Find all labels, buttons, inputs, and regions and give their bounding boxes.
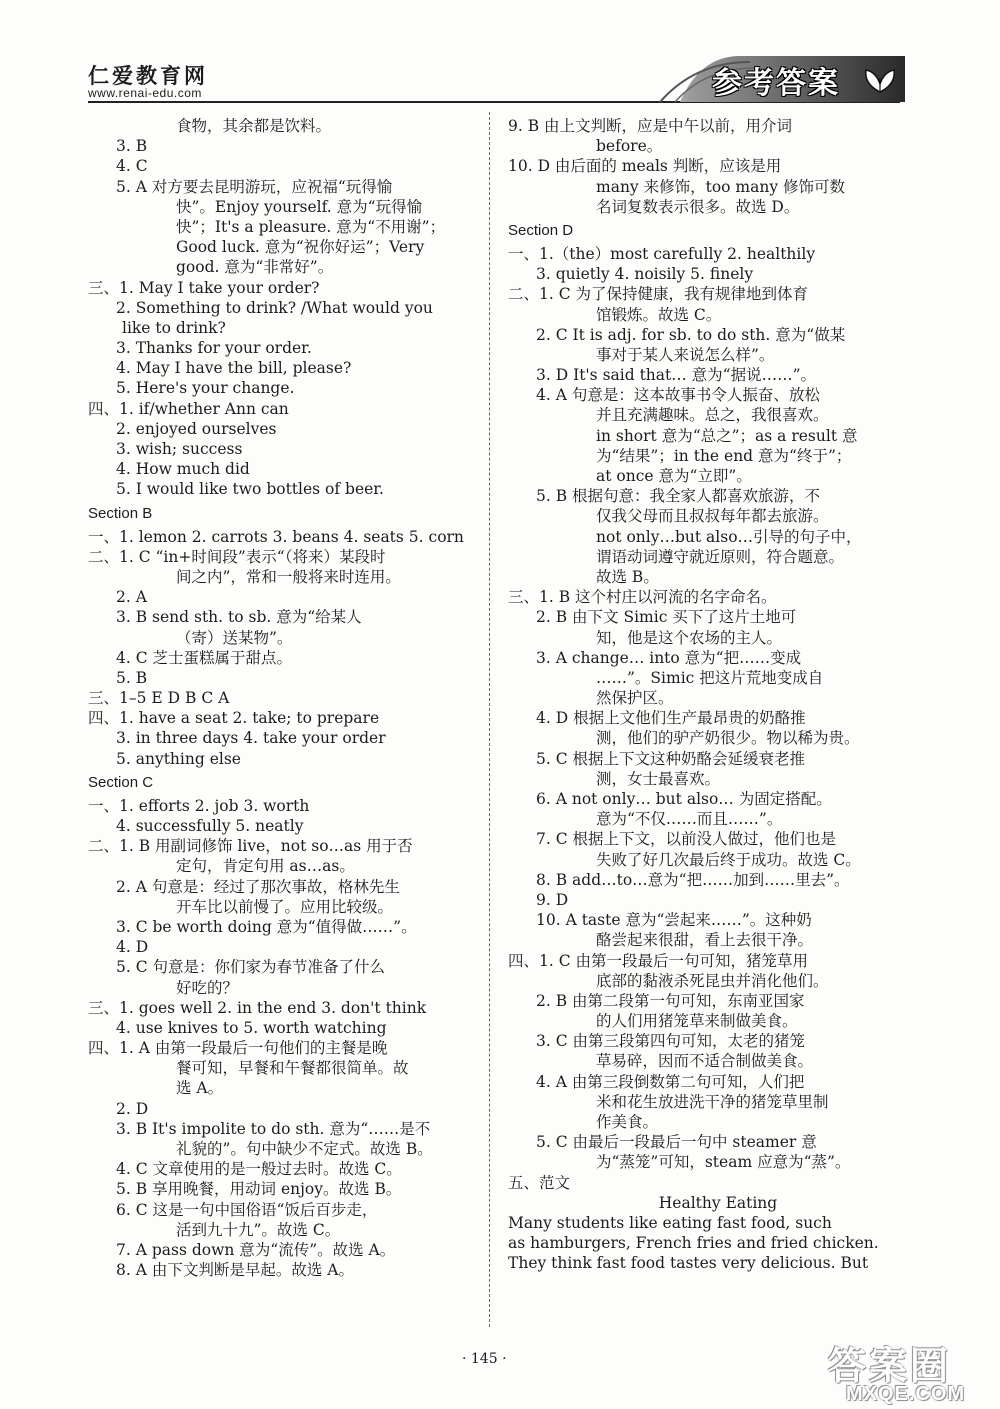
answer-line: 3. B send sth. to sb. 意为“给某人 — [116, 608, 362, 627]
answer-line: 二、1. B 用副词修饰 live，not so…as 用于否 — [88, 837, 413, 856]
answer-line: 4. C — [116, 157, 148, 176]
answer-line: 一、1. lemon 2. carrots 3. beans 4. seats 5. corn — [88, 527, 464, 546]
answer-line: 为“结果”；in the end 意为“终于”； — [596, 446, 852, 465]
answer-line: 三、1–5 E D B C A — [88, 689, 230, 708]
answer-line: Healthy Eating — [658, 1193, 778, 1212]
watermark-sub-text: MXQE.COM — [846, 1383, 966, 1405]
answer-line: 三、1. goes well 2. in the end 3. don't think — [88, 998, 427, 1017]
answer-line: 8. A 由下文判断是早起。故选 A。 — [116, 1261, 354, 1280]
answer-line: 4. May I have the bill, please? — [116, 359, 352, 378]
answer-line: 四、1. have a seat 2. take; to prepare — [88, 709, 380, 728]
answer-line: ……”。Simic 把这片荒地变成自 — [596, 668, 824, 687]
answer-line: 2. enjoyed ourselves — [116, 419, 277, 438]
leaf-logo-icon — [860, 62, 900, 98]
answer-line: 6. C 这是一句中国俗语“饭后百步走， — [116, 1200, 378, 1219]
answer-line: 为“蒸笼”可知，steam 应意为“蒸”。 — [596, 1153, 851, 1172]
answer-line: 快”；It's a pleasure. 意为“不用谢”； — [176, 217, 446, 236]
answer-line: 3. D It's said that… 意为“据说……”。 — [536, 366, 817, 385]
answer-line: 5. anything else — [116, 749, 241, 768]
watermark-main-text: 答案圈 — [828, 1346, 952, 1388]
answer-line: 6. A not only… but also… 为固定搭配。 — [536, 790, 832, 808]
answer-line: 4. successfully 5. neatly — [116, 817, 304, 835]
answer-line: 三、1. May I take your order? — [88, 278, 320, 297]
answer-line: 10. D 由后面的 meals 判断，应该是用 — [508, 157, 782, 176]
answer-line: 然保护区。 — [596, 689, 674, 708]
answer-line: 4. How much did — [116, 460, 250, 479]
answer-line: 一、1.（the）most carefully 2. healthily — [508, 244, 816, 263]
answer-line: 事对于某人来说怎么样”。 — [596, 345, 775, 364]
answer-line: 4. C 文章使用的是一般过去时。故选 C。 — [116, 1160, 402, 1179]
answer-line: 餐可知，早餐和午餐都很简单。故 — [176, 1059, 409, 1078]
answer-line: good. 意为“非常好”。 — [176, 258, 334, 277]
answer-line: 7. C 根据上下文，以前没人做过，他们也是 — [536, 830, 837, 849]
column-divider — [489, 112, 490, 1327]
page-header — [0, 0, 1000, 112]
section-heading: Section C — [88, 773, 154, 791]
answer-line: 二、1. C 为了保持健康，我有规律地到体育 — [508, 285, 809, 304]
answer-line: 2. Something to drink? /What would you — [116, 298, 433, 317]
answer-line: 3. C be worth doing 意为“值得做……”。 — [116, 917, 417, 936]
answer-line: 间之内”，常和一般将来时连用。 — [176, 567, 401, 586]
answer-line: 5. B — [116, 668, 148, 687]
answer-line: 3. B — [116, 137, 148, 156]
answer-line: as hamburgers, French fries and fried chicken. — [508, 1234, 879, 1253]
answer-line: 2. B 由下文 Simic 买下了这片土地可 — [536, 608, 797, 627]
answer-line: They think fast food tastes very delicious. But — [508, 1254, 869, 1273]
answer-line: 9. B 由上文判断，应是中午以前，用介词 — [508, 117, 793, 135]
answer-line: 馆锻炼。故选 C。 — [596, 305, 722, 324]
answer-line: 五、范文 — [508, 1173, 571, 1192]
answer-line: 5. B 根据句意：我全家人都喜欢旅游，不 — [536, 487, 821, 506]
answer-line: 底部的黏液杀死昆虫并消化他们。 — [596, 971, 829, 990]
answer-line: 仅我父母而且叔叔每年都去旅游。 — [596, 507, 829, 526]
answer-line: 4. D — [116, 938, 149, 957]
answer-line: 5. C 由最后一段最后一句中 steamer 意 — [536, 1133, 817, 1152]
answer-line: 4. D 根据上文他们生产最昂贵的奶酪推 — [536, 709, 806, 728]
answer-line: Good luck. 意为“祝你好运”；Very — [176, 238, 425, 257]
answer-line: 3. B It's impolite to do sth. 意为“……是不 — [116, 1119, 431, 1138]
answer-line: 9. D — [536, 890, 569, 909]
answer-line: in short 意为“总之”；as a result 意 — [596, 426, 858, 445]
answer-line: （寄）送某物”。 — [176, 628, 293, 647]
answer-line: 定句，肯定句用 as…as。 — [176, 857, 355, 876]
answer-line: 测，女士最喜欢。 — [596, 769, 721, 788]
answer-line: 3. Thanks for your order. — [116, 339, 312, 358]
answer-line: 酪尝起来很甜，看上去很干净。 — [596, 931, 814, 950]
answer-line: 5. Here's your change. — [116, 379, 295, 398]
answer-banner — [620, 52, 905, 106]
left-column — [88, 116, 483, 1280]
answer-line: many 来修饰，too many 修饰可数 — [596, 177, 846, 196]
answer-line: 4. A 句意是：这本故事书令人振奋、放松 — [536, 386, 820, 405]
answer-line: 失败了好几次最后终于成功。故选 C。 — [596, 850, 861, 869]
answer-line: 的人们用猪笼草来制做美食。 — [596, 1012, 798, 1031]
page-number: · 145 · — [462, 1351, 507, 1367]
answer-line: 7. A pass down 意为“流传”。故选 A。 — [116, 1240, 396, 1259]
answer-line: 食物，其余都是饮料。 — [176, 117, 332, 135]
answer-line: 4. C 芝士蛋糕属于甜点。 — [116, 648, 293, 667]
answer-line: 名词复数表示很多。故选 D。 — [596, 197, 800, 216]
answer-line: 作美食。 — [596, 1113, 659, 1131]
answer-line: 草易碎，因而不适合制做美食。 — [596, 1052, 814, 1071]
answer-line: 3. quietly 4. noisily 5. finely — [536, 265, 754, 284]
answer-line: 8. B add…to…意为“把……加到……里去”。 — [536, 870, 850, 889]
answer-line: 礼貌的”。句中缺少不定式。故选 B。 — [176, 1140, 433, 1158]
right-column — [508, 116, 908, 1274]
answer-line: 活到九十九”。故选 C。 — [176, 1220, 341, 1239]
brand-name: 仁爱教育网 — [88, 63, 208, 88]
answer-line: 3. C 由第三段第四句可知，太老的猪笼 — [536, 1032, 806, 1051]
answer-line: 5. C 句意是：你们家为春节准备了什么 — [116, 958, 386, 977]
answer-line: 2. C It is adj. for sb. to do sth. 意为“做某 — [536, 325, 846, 344]
answer-line: 5. I would like two bottles of beer. — [116, 480, 384, 499]
answer-line: 3. A change… into 意为“把……变成 — [536, 648, 802, 667]
answer-line: 意为“不仅……而且……”。 — [596, 810, 783, 829]
answer-line: 10. A taste 意为“尝起来……”。这种奶 — [536, 911, 812, 930]
answer-line: 并且充满趣味。总之，我很喜欢。 — [596, 406, 829, 425]
answer-line: 2. A — [116, 588, 147, 607]
answer-line: 故选 B。 — [596, 567, 659, 586]
watermark-logo — [828, 1335, 998, 1405]
answer-line: 5. A 对方要去昆明游玩，应祝福“玩得愉 — [116, 177, 393, 196]
answer-line: 四、1. C 由第一段最后一句可知，猪笼草用 — [508, 951, 809, 970]
answer-line: 谓语动词遵守就近原则，符合题意。 — [596, 547, 845, 566]
answer-line: 选 A。 — [176, 1079, 224, 1098]
banner-title: 参考答案 — [712, 66, 840, 101]
answer-line: 3. in three days 4. take your order — [116, 729, 386, 748]
answer-line: 5. C 根据上下文这种奶酪会延缓衰老推 — [536, 749, 806, 768]
answer-line: like to drink? — [122, 318, 226, 337]
answer-line: 3. wish; success — [116, 440, 243, 458]
answer-line: at once 意为“立即”。 — [596, 467, 752, 485]
answer-line: 2. A 句意是：经过了那次事故，格林先生 — [116, 877, 400, 896]
section-heading: Section B — [88, 504, 153, 522]
answer-line: 知，他是这个农场的主人。 — [596, 628, 783, 647]
answer-line: 二、1. C “in+时间段”表示“（将来）某段时 — [88, 547, 386, 566]
answer-line: 4. use knives to 5. worth watching — [116, 1018, 387, 1037]
answer-line: 4. A 由第三段倒数第二句可知，人们把 — [536, 1072, 805, 1091]
answer-line: not only…but also…引导的句子中， — [596, 527, 862, 546]
answer-line: Many students like eating fast food, such — [508, 1213, 832, 1232]
answer-line: 2. D — [116, 1099, 149, 1118]
brand-url: www.renai-edu.com — [88, 86, 202, 100]
answer-line: 一、1. efforts 2. job 3. worth — [88, 796, 310, 815]
answer-line: 快”。Enjoy yourself. 意为“玩得愉 — [176, 197, 423, 216]
answer-line: before。 — [596, 137, 663, 156]
answer-line: 米和花生放进洗干净的猪笼草里制 — [596, 1092, 829, 1111]
answer-line: 测，他们的驴产奶很少。物以稀为贵。 — [596, 729, 860, 748]
answer-line: 好吃的？ — [176, 978, 239, 997]
section-heading: Section D — [508, 221, 574, 239]
answer-line: 5. B 享用晚餐，用动词 enjoy。故选 B。 — [116, 1180, 402, 1199]
answer-line: 四、1. if/whether Ann can — [88, 399, 289, 418]
answer-line: 开车比以前慢了。应用比较级。 — [176, 897, 394, 916]
answer-line: 2. B 由第二段第一句可知，东南亚国家 — [536, 991, 805, 1010]
answer-line: 三、1. B 这个村庄以河流的名字命名。 — [508, 588, 777, 607]
answer-line: 四、1. A 由第一段最后一句他们的主餐是晚 — [88, 1039, 388, 1058]
